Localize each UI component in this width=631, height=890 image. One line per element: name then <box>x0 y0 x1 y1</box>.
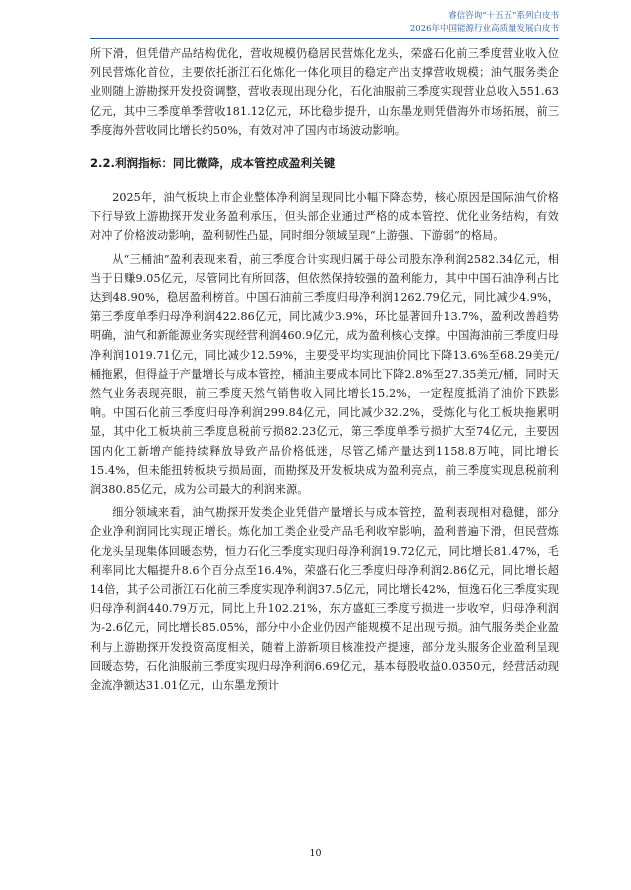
header-divider <box>90 38 559 39</box>
header-series-title: 睿信咨询“十五五”系列白皮书 <box>448 11 559 21</box>
page-number: 10 <box>309 848 322 859</box>
paragraph-profit-overview: 2025年，油气板块上市企业整体净利润呈现同比小幅下降态势，核心原因是国际油气价格下行导致上游勘探开发业务盈利承压，但头部企业通过严格的成本管控、优化业务结构，有效对冲了价格波动影响，盈利韧性凸显，同时细分领域呈现“上游强、下游弱”的格局。 <box>90 191 559 243</box>
document-body <box>90 44 559 695</box>
page-header <box>410 10 559 36</box>
header-report-title: 2026年中国能源行业高质量发展白皮书 <box>409 24 559 34</box>
paragraph-big-three-profit: 从“三桶油”盈利表现来看，前三季度合计实现归属于母公司股东净利润2582.34亿元，相当于日赚9.05亿元，尽管同比有所回落，但依然保持较强的盈利能力，其中中国石油净利占比达到48.90%，稳居盈利榜首。中国石油前三季度归母净利润1262.79亿元，同比减少4.9%，第三季度单季归母净利润422.86亿元，同比减少3.9%，环比显著回升13.7%，盈利改善趋势明确，油气和新能源业务实现经营利润460.9亿元，成为盈利核心支撑。中国海油前三季度归母净利润1019.71亿元，同比减少12.59%，主要受平均实现油价同比下降13.6%至68.29美元/桶拖累，但得益于产量增长与成本管控，桶油主要成本同比下降2.8%至27.35美元/桶，同时天然气业务表现亮眼，前三季度天然气销售收入同比增长15.2%，一定程度抵消了油价下跌影响。中国石化前三季度归母净利润299.84亿元，同比减少32.2%，受炼化与化工板块拖累明显，其中化工板块前三季度息税前亏损82.23亿元，第三季度单季亏损扩大至74亿元，主要因国内化工新增产能持续释放导致产品价格低迷，尽管乙烯产量达到1158.8万吨，同比增长15.4%，但未能扭转板块亏损局面，而勘探及开发板块成为盈利亮点，前三季度实现息税前利润380.85亿元，成为公司最大的利润来源。 <box>90 252 559 497</box>
paragraph-revenue-continued: 所下滑，但凭借产品结构优化，营收规模仍稳居民营炼化龙头，荣盛石化前三季度营业收入位列民营炼化首位，主要依托浙江石化炼化一体化项目的稳定产出支撑营收规模；油气服务类企业则随上游勘探开发投资调整，营收表现出现分化，石化油服前三季度实现营业总收入551.63亿元，其中三季度单季营收181.12亿元，环比稳步提升，山东墨龙则凭借海外市场拓展，前三季度海外营收同比增长约50%，有效对冲了国内市场波动影响。 <box>90 47 559 137</box>
paragraph-segment-profit: 细分领域来看，油气勘探开发类企业凭借产量增长与成本管控，盈利表现相对稳健，部分企业净利润同比实现正增长。炼化加工类企业受产品毛利收窄影响，盈利普遍下滑，但民营炼化龙头呈现集体回暖态势，恒力石化三季度实现归母净利润19.72亿元，同比增长81.47%，毛利率同比大幅提升8.6个百分点至16.4%，荣盛石化三季度归母净利润2.86亿元，同比增长超14倍，其子公司浙江石化前三季度实现净利润37.5亿元，同比增长42%，恒逸石化三季度实现归母净利润440.79万元，同比上升102.21%，东方盛虹三季度亏损进一步收窄，归母净利润为-2.6亿元，同比增长85.05%，部分中小企业仍因产能规模不足出现亏损。油气服务类企业盈利与上游勘探开发投资高度相关，随着上游新项目核准投产提速，部分龙头服务企业盈利呈现回暖态势，石化油服前三季度实现归母净利润6.69亿元，基本每股收益0.0350元，经营活动现金流净额达31.01亿元，山东墨龙预计 <box>90 506 559 693</box>
section-heading: 2.2.利润指标：同比微降，成本管控成盈利关键 <box>90 156 336 171</box>
